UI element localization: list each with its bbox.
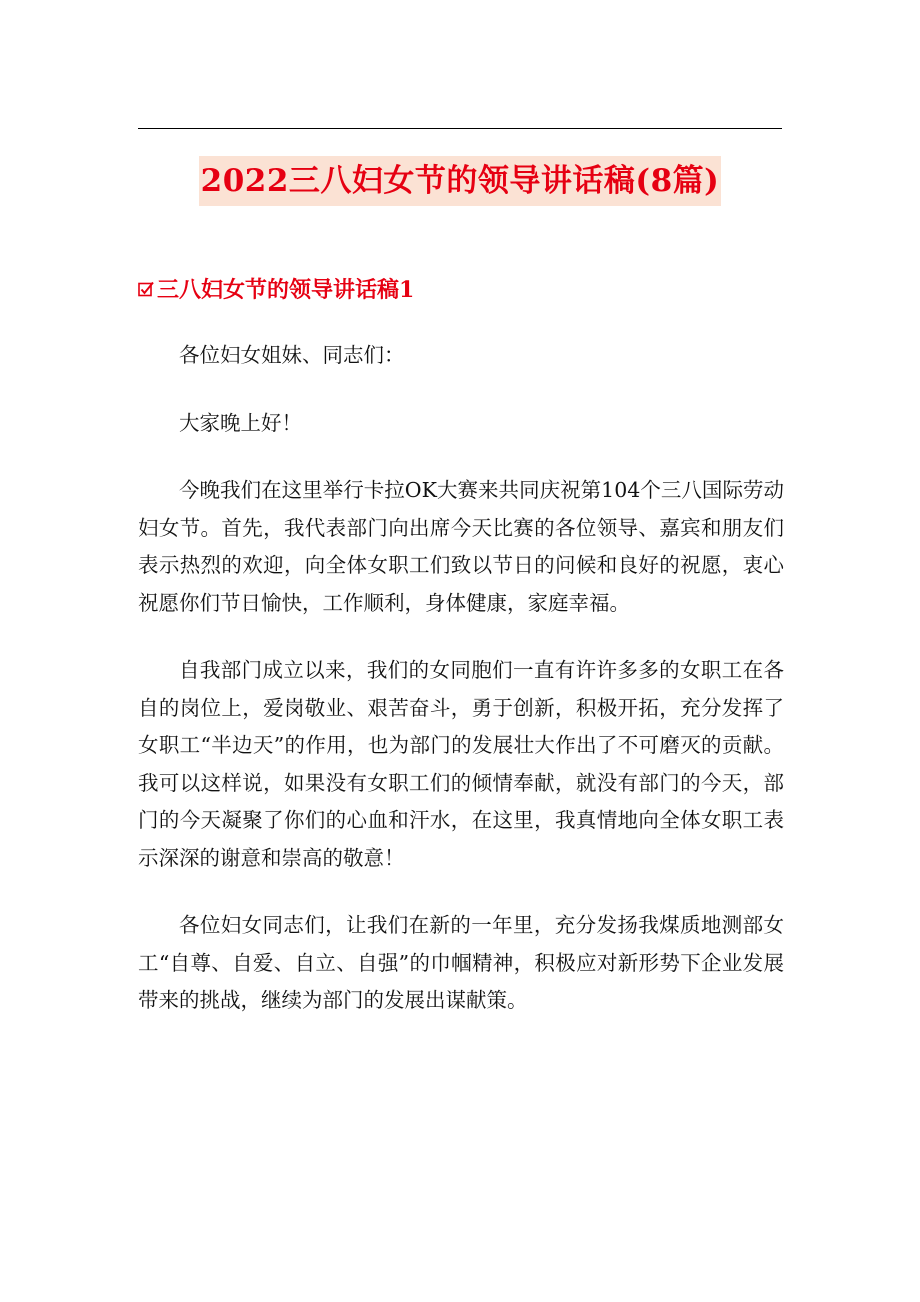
title-container — [0, 156, 920, 206]
paragraph-greeting: 大家晚上好！ — [179, 410, 302, 435]
body-text — [138, 337, 784, 1050]
paragraph-call-to-action: 各位妇女同志们，让我们在新的一年里，充分发扬我煤质地测部女工“自尊、自爱、自立、自强”的巾帼精神，积极应对新形势下企业发展带来的挑战，继续为部门的发展出谋献策。 — [138, 913, 784, 1012]
document-title: 2022三八妇女节的领导讲话稿(8篇) — [199, 156, 722, 206]
paragraph-celebration: 今晚我们在这里举行卡拉OK大赛来共同庆祝第104个三八国际劳动妇女节。首先，我代表部门向出席今天比赛的各位领导、嘉宾和朋友们表示热烈的欢迎，向全体女职工们致以节日的问候和良好的祝愿，衷心祝愿你们节日愉快，工作顺利，身体健康，家庭幸福。 — [138, 478, 784, 615]
paragraph-contribution: 自我部门成立以来，我们的女同胞们一直有许许多多的女职工在各自的岗位上，爱岗敬业、艰苦奋斗，勇于创新，积极开拓，充分发挥了女职工“半边天”的作用，也为部门的发展壮大作出了不可磨灭的贡献。我可以这样说，如果没有女职工们的倾情奉献，就没有部门的今天，部门的今天凝聚了你们的心血和汗水，在这里，我真情地向全体女职工表示深深的谢意和崇高的敬意！ — [138, 658, 784, 870]
paragraph-salutation: 各位妇女姐妹、同志们： — [179, 343, 405, 367]
section-heading — [138, 274, 414, 306]
section-heading-text: 三八妇女节的领导讲话稿1 — [157, 277, 415, 303]
header-rule — [138, 128, 782, 129]
checkbox-check-icon — [138, 281, 154, 297]
